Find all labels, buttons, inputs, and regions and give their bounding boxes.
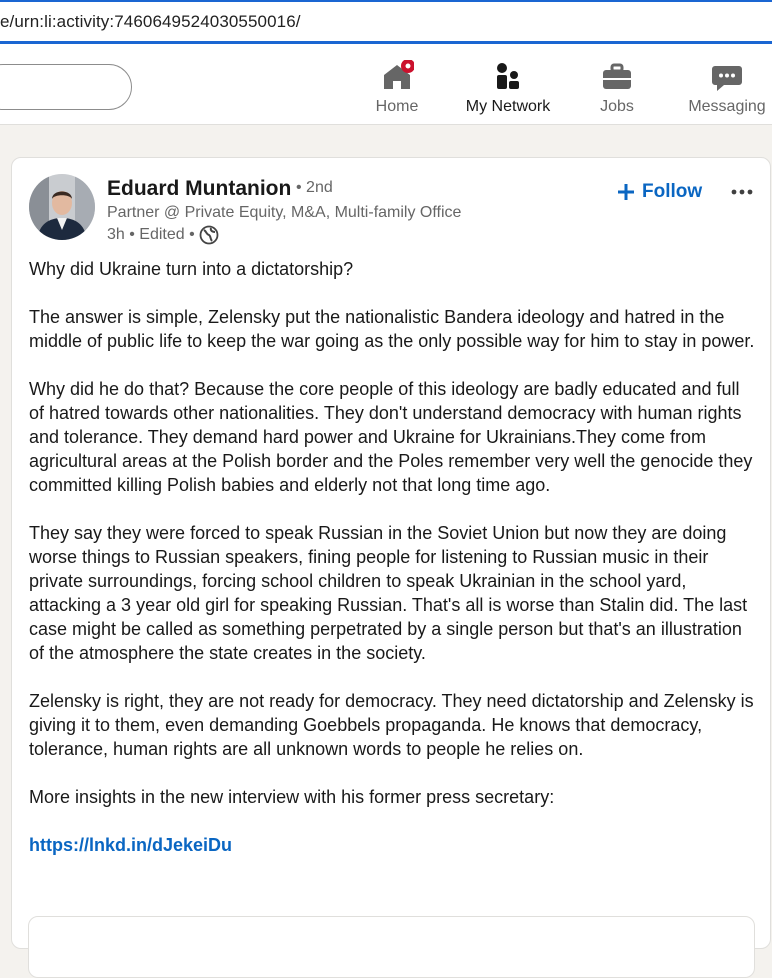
follow-label: Follow (642, 181, 703, 202)
post-paragraph: The answer is simple, Zelensky put the nationalistic Bandera ideology and hatred in the middle of public life to keep the war going as the only possible way for him to stay in power. (29, 307, 755, 351)
url-field[interactable] (0, 2, 772, 44)
nav-home[interactable] (362, 50, 432, 124)
url-text[interactable]: e/urn:li:activity:7460649524030550016/ (0, 12, 301, 31)
nav-messaging[interactable] (684, 50, 770, 124)
post-meta (107, 225, 219, 245)
nav-my-network[interactable] (458, 50, 558, 124)
post-paragraph: More insights in the new interview with his former press secretary: (29, 787, 555, 807)
globe-icon (199, 225, 219, 245)
more-options-button[interactable] (728, 180, 756, 204)
connection-degree: • 2nd (296, 179, 333, 196)
author-headline: Partner @ Private Equity, M&A, Multi-family Office (107, 204, 462, 221)
link-preview-card[interactable] (28, 916, 755, 978)
top-navigation (0, 50, 772, 125)
search-input[interactable] (0, 64, 132, 110)
browser-address-bar (0, 0, 772, 50)
post-paragraph: Why did he do that? Because the core people of this ideology are badly educated and full of hatred towards other nationalities. They don't understand democracy with human rights and tolerance. They demand hard power and Ukraine for Ukrainians.They come from agricultural areas at the Polish border and the Poles remember very well the genocide they committed killing Polish babies and elderly not that long time ago. (29, 379, 753, 495)
nav-home-label: Home (375, 98, 419, 115)
avatar[interactable] (29, 174, 95, 240)
follow-button[interactable] (616, 178, 702, 206)
author-name[interactable]: Eduard Muntanion (107, 177, 292, 200)
my-network-icon (491, 60, 525, 94)
author-photo (29, 174, 95, 240)
briefcase-icon (600, 60, 634, 94)
post-text (29, 257, 757, 881)
post-paragraph: Why did Ukraine turn into a dictatorship? (29, 259, 354, 279)
plus-icon (616, 182, 636, 202)
post-card (11, 157, 771, 949)
nav-jobs-label: Jobs (600, 98, 634, 115)
post-paragraph: Zelensky is right, they are not ready for democracy. They need dictatorship and Zelensky is giving it to them, even demanding Goebbels propaganda. He knows that democracy, tolerance, human rights are all unknown words to people he relies on. (29, 691, 754, 759)
post-timestamp: 3h • Edited • (107, 226, 195, 243)
home-icon (380, 60, 414, 94)
nav-my-network-label: My Network (465, 98, 551, 115)
messaging-icon (710, 60, 744, 94)
nav-messaging-label: Messaging (688, 98, 766, 115)
post-paragraph: They say they were forced to speak Russian in the Soviet Union but now they are doing worse things to Russian speakers, fining people for listening to Russian music in their private surroundings, forcing school children to speak Ukrainian in the school yard, attacking a 3 year old girl for speaking Russian. That's all is worse than Stalin did. The last case might be called as something perpetrated by a single person but that's an illustration of the atmosphere the state creates in the society. (29, 523, 748, 663)
nav-jobs[interactable] (589, 50, 645, 124)
ellipsis-icon (728, 180, 756, 204)
post-link[interactable]: https://lnkd.in/dJekeiDu (29, 835, 233, 855)
